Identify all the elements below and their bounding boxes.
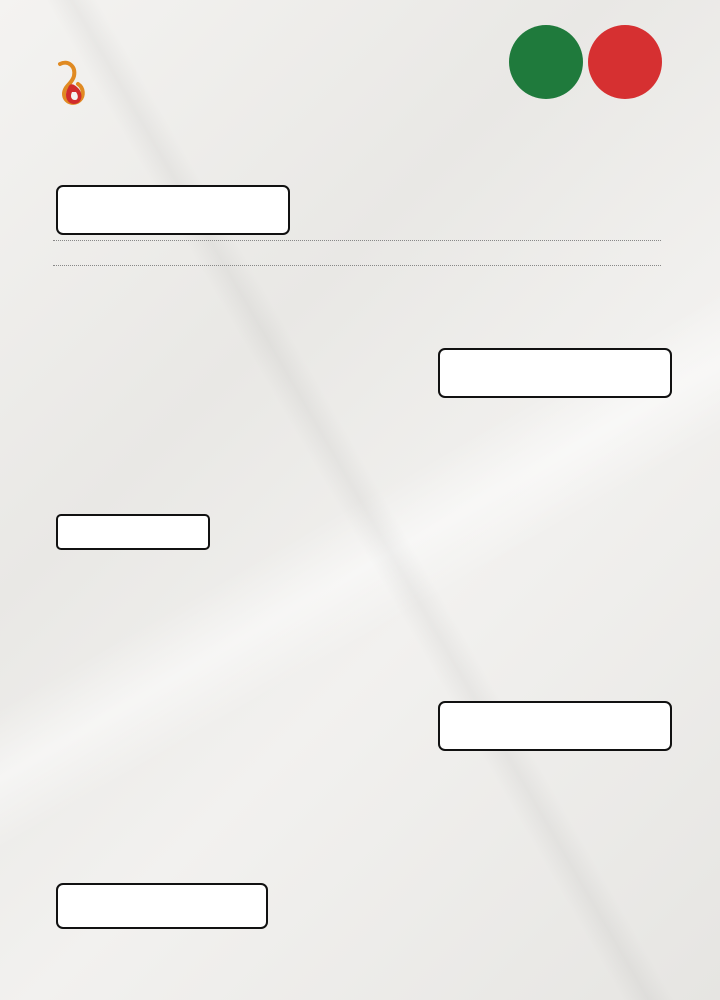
watermark-stamp xyxy=(438,701,672,751)
albaraka-logo xyxy=(52,58,86,115)
watermark-stamp xyxy=(56,883,268,929)
watermark-stamp xyxy=(56,185,290,235)
table-header xyxy=(53,241,661,266)
albaraka-drop-icon xyxy=(54,58,86,113)
watermark-stamp xyxy=(438,348,672,398)
excel-download-button[interactable] xyxy=(509,25,583,99)
watermark-stamp xyxy=(56,514,210,550)
transactions-table xyxy=(53,240,661,266)
pdf-download-button[interactable] xyxy=(588,25,662,99)
